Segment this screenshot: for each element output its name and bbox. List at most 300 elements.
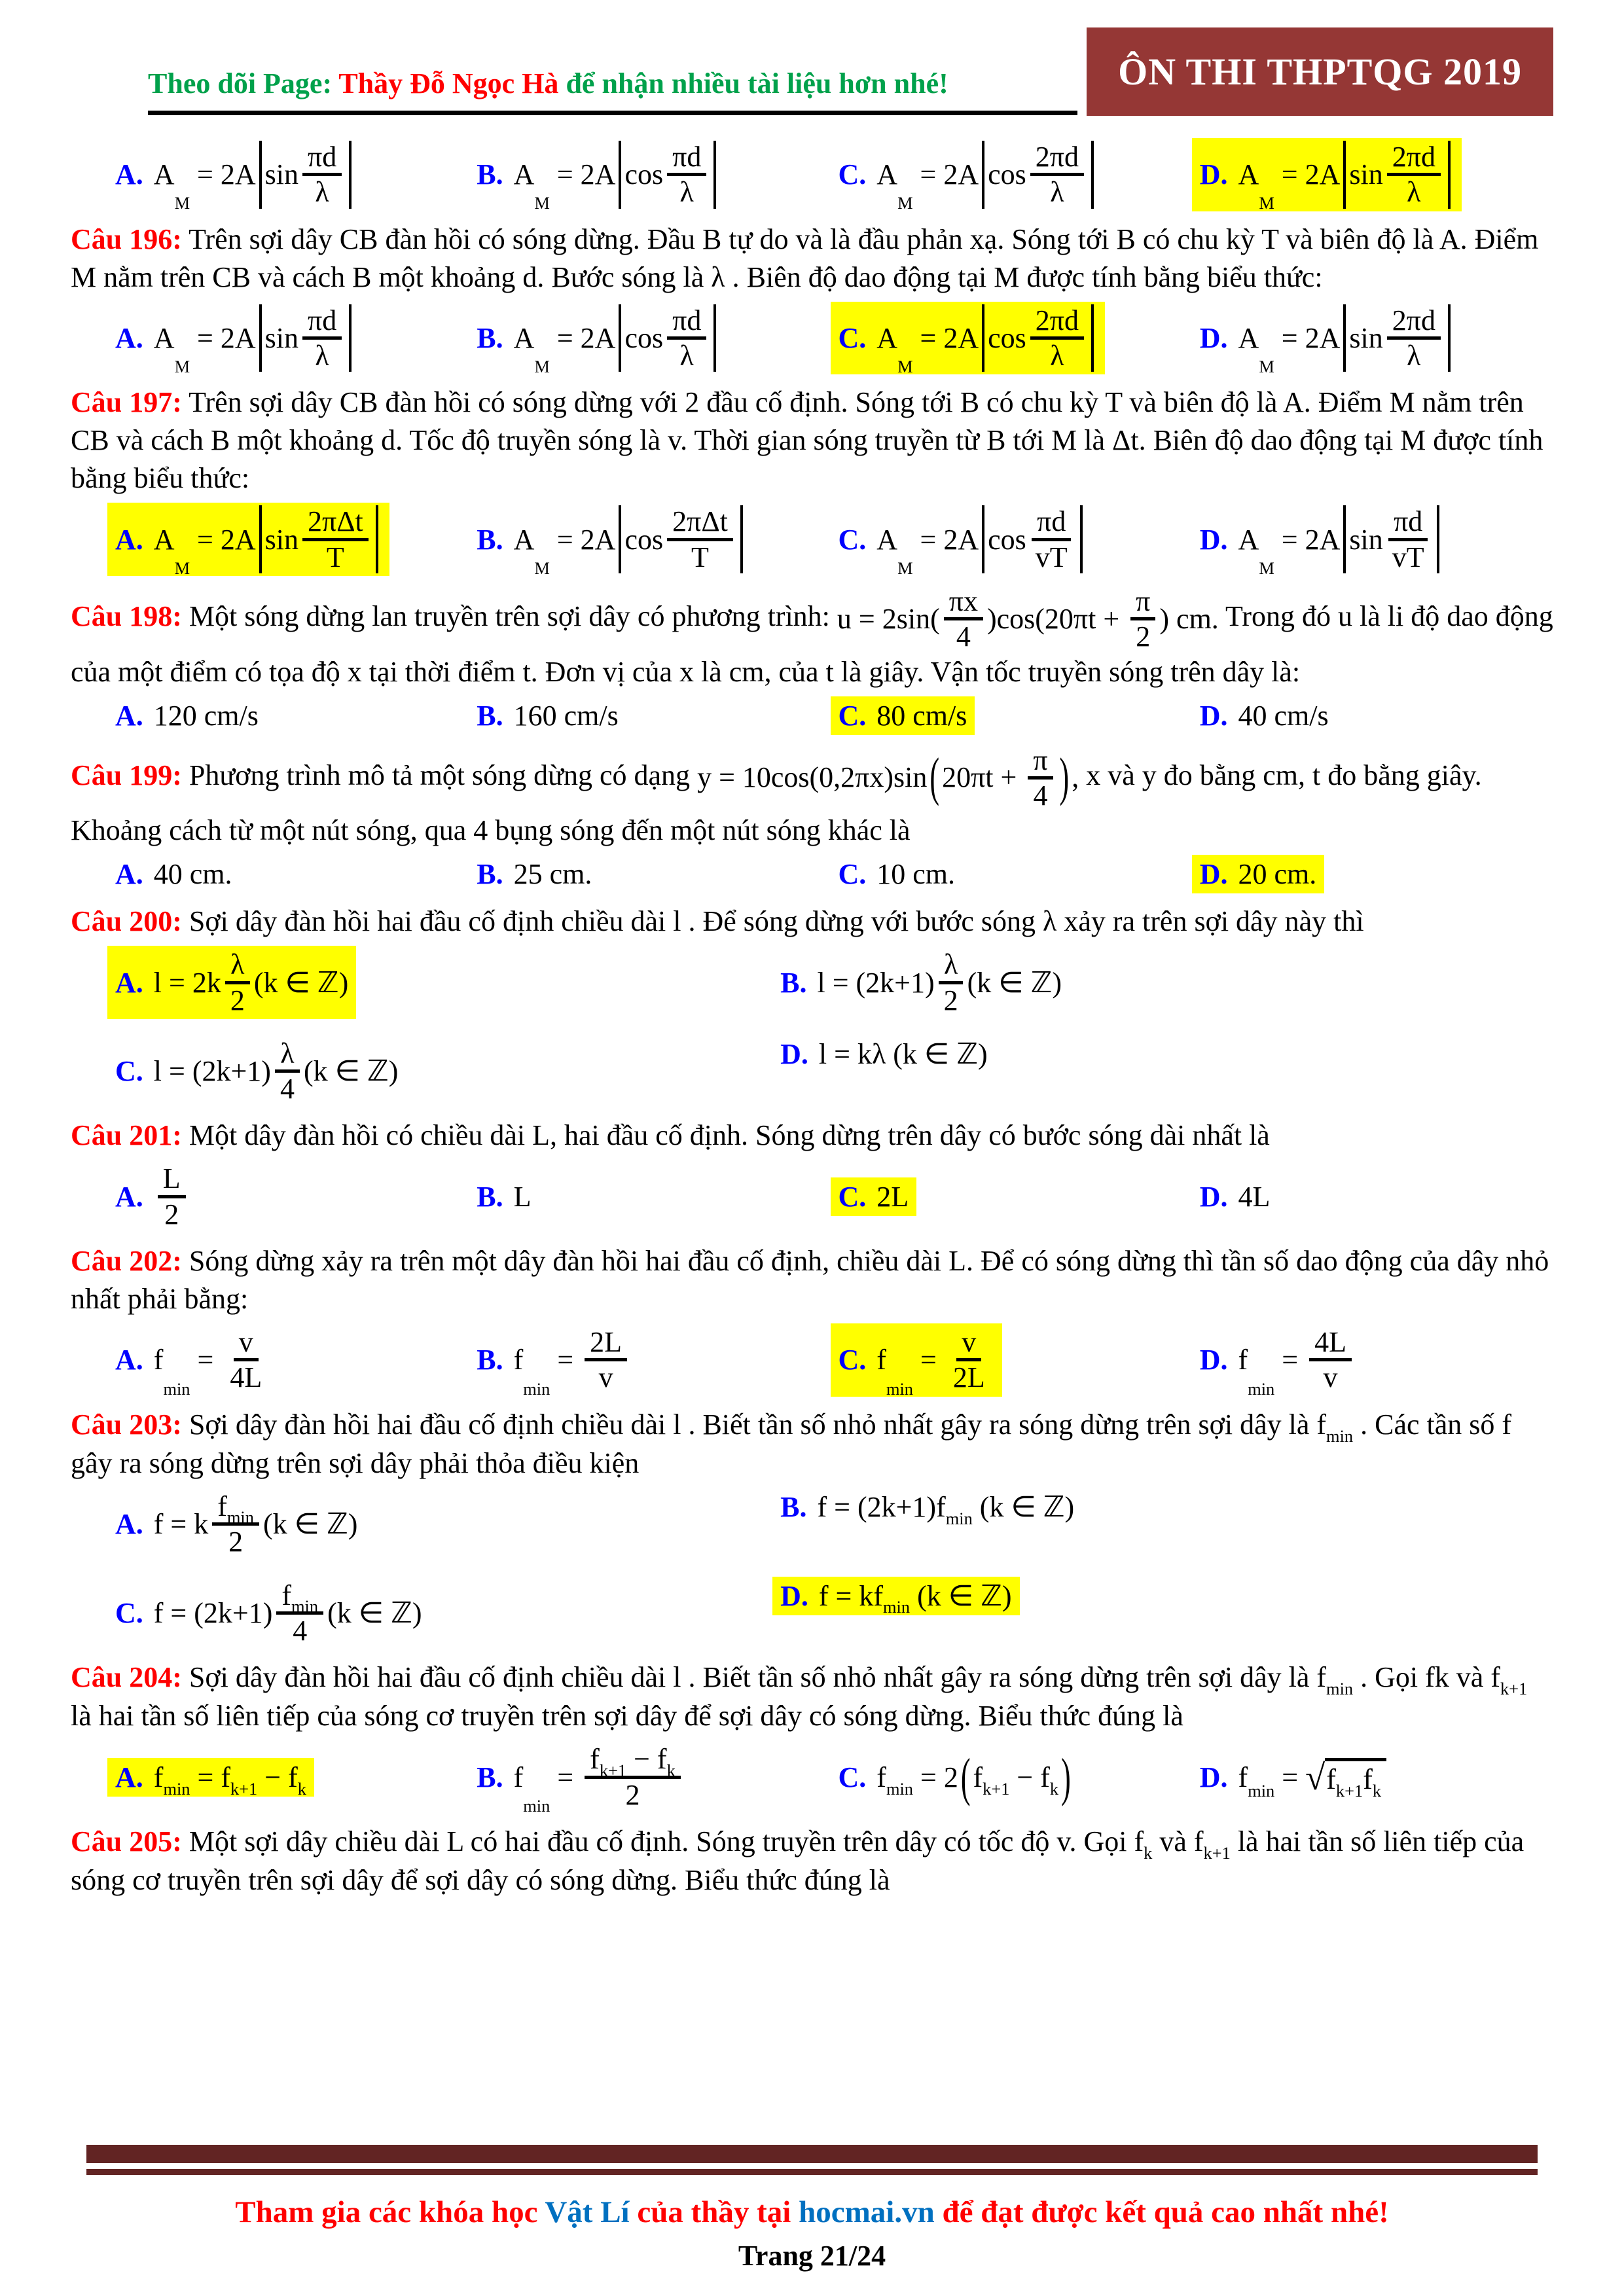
options-197 (71, 503, 1553, 576)
highlighted-answer (831, 302, 1106, 375)
option-letter: B. (780, 1491, 807, 1523)
option-letter: C. (838, 1344, 867, 1376)
option-letter: A. (115, 1344, 143, 1376)
abs-bar (1091, 304, 1094, 372)
math-text: = 2A (912, 158, 979, 191)
option-203-A (107, 1488, 772, 1561)
fraction-denominator: 2 (164, 1198, 179, 1230)
answer-option (831, 1747, 1081, 1807)
fraction (225, 948, 250, 1016)
math-text: l = (2k+1) (153, 1055, 271, 1088)
subscript: M (897, 558, 913, 578)
abs-bar (259, 141, 262, 209)
math-text: f (513, 1344, 524, 1376)
math-text: f (876, 1344, 886, 1376)
abs-bar (982, 505, 984, 573)
math-text: − f (626, 1743, 667, 1776)
option-formula (513, 505, 746, 578)
question-201 (71, 1117, 1553, 1233)
math-text: y = 10cos(0,2πx)sin (697, 761, 928, 794)
option-195-options-A (107, 138, 469, 211)
fraction (275, 1037, 300, 1105)
answer-option (1192, 503, 1451, 576)
options-200 (71, 946, 1553, 1107)
math-text: 120 cm/s (153, 699, 259, 732)
math-text: = 2A (1274, 523, 1341, 556)
question-label: Câu 200: (71, 905, 182, 938)
abs-bar (713, 304, 716, 372)
fraction-numerator (585, 1743, 681, 1778)
answer-option (469, 1177, 539, 1216)
option-formula (1238, 699, 1329, 732)
option-199-C (831, 855, 1192, 893)
option-letter: B. (477, 158, 503, 191)
option-formula (513, 304, 720, 377)
fraction (1030, 505, 1073, 573)
footer-bar-thick (86, 2145, 1538, 2163)
subscript: min (1248, 1378, 1275, 1399)
question-196 (71, 221, 1553, 375)
math-text: sin (264, 158, 298, 191)
follow-page-line (148, 27, 1077, 115)
question-label: Câu 197: (71, 386, 182, 419)
option-letter: D. (1199, 1344, 1228, 1376)
subscript: M (174, 357, 190, 377)
radical-sign: √ (1305, 1757, 1326, 1797)
footer-text-1: Tham gia các khóa học (235, 2195, 545, 2229)
option-formula (876, 304, 1097, 377)
math-text: cos (624, 321, 664, 354)
question-label: Câu 205: (71, 1825, 182, 1857)
option-202-A (107, 1323, 469, 1397)
option-201-A (107, 1160, 469, 1233)
subscript: M (1259, 357, 1274, 377)
fraction-denominator: v (1323, 1361, 1338, 1394)
option-195-options-C (831, 138, 1192, 211)
fraction-numerator: v (956, 1326, 981, 1361)
math-text: (k ∈ ℤ) (253, 966, 349, 999)
fraction (1309, 1326, 1352, 1394)
fraction-numerator: λ (225, 948, 249, 984)
abs-bar (259, 505, 262, 573)
math-text: 20πt + (942, 761, 1024, 794)
option-letter: A. (115, 321, 143, 354)
big-paren: ) (1061, 1747, 1071, 1807)
fraction (1030, 141, 1084, 209)
answer-option (107, 1160, 198, 1233)
math-text: A (876, 321, 898, 354)
subscript: k (297, 1778, 306, 1799)
option-letter: C. (838, 523, 867, 556)
option-203-B (772, 1488, 1553, 1561)
option-200-A (107, 946, 772, 1019)
option-formula (1238, 141, 1454, 213)
question-label: Câu 199: (71, 759, 182, 791)
option-letter: A. (115, 158, 143, 191)
option-formula (153, 505, 382, 578)
option-formula (513, 141, 720, 213)
teacher-name: Thầy Đỗ Ngọc Hà (338, 67, 566, 99)
option-formula (1238, 857, 1317, 891)
answer-option (469, 1740, 693, 1814)
fraction (1387, 141, 1441, 209)
math-text: = (550, 1344, 581, 1376)
subscript: k+1 (1500, 1678, 1528, 1698)
fraction (667, 304, 706, 372)
option-199-B (469, 855, 830, 893)
math-text: cos (624, 523, 664, 556)
fraction-numerator: λ (939, 948, 963, 984)
subscript: M (174, 193, 190, 213)
subscript: M (1259, 558, 1274, 578)
follow-prefix: Theo dõi Page: (148, 67, 339, 99)
fraction-numerator: L (158, 1162, 186, 1198)
question-203 (71, 1406, 1553, 1649)
math-text: = f (190, 1761, 230, 1793)
subscript: min (886, 1378, 913, 1399)
abs-bar (982, 141, 984, 209)
fraction-numerator: 2πΔt (667, 505, 733, 541)
math-text: (k ∈ ℤ) (972, 1491, 1075, 1523)
option-200-C (107, 1035, 772, 1108)
fraction-denominator: λ (1050, 339, 1064, 372)
subscript: M (897, 357, 913, 377)
math-text: f (590, 1743, 600, 1776)
options-201 (71, 1160, 1553, 1233)
subscript: min (945, 1508, 973, 1528)
option-letter: A. (115, 1508, 143, 1541)
fraction-numerator: πd (302, 141, 342, 176)
fraction-denominator: λ (679, 176, 694, 209)
answer-option (107, 302, 363, 375)
math-text: = 2A (912, 523, 979, 556)
option-letter: C. (838, 1180, 867, 1213)
abs-bar (1343, 141, 1346, 209)
option-letter: D. (780, 1037, 808, 1070)
question-199 (71, 744, 1553, 894)
subscript: k+1 (1203, 1842, 1231, 1863)
option-200-B (772, 946, 1553, 1019)
option-formula (153, 141, 355, 213)
option-letter: B. (477, 1761, 503, 1793)
option-formula (1238, 505, 1443, 578)
answer-option (831, 138, 1106, 211)
math-text: f (876, 1761, 886, 1793)
abs-bar (1091, 141, 1094, 209)
math-text: L (513, 1180, 532, 1213)
option-letter: C. (115, 1596, 143, 1629)
answer-option (469, 1323, 639, 1397)
fraction-numerator: 2πd (1030, 304, 1084, 340)
option-formula (876, 1747, 1073, 1807)
option-204-A (107, 1758, 469, 1797)
footer-bar-thin (86, 2169, 1538, 2175)
answer-option (107, 1323, 279, 1397)
option-letter: D. (1199, 1761, 1228, 1793)
big-paren: ( (960, 1747, 971, 1807)
math-text: = 2A (549, 158, 616, 191)
math-text: l = 2k (153, 966, 221, 999)
answer-option (772, 1035, 996, 1073)
option-formula (154, 1490, 358, 1558)
fraction-denominator: 4 (280, 1073, 295, 1105)
math-text: 2L (876, 1180, 909, 1213)
fraction-numerator (276, 1579, 323, 1615)
option-199-A (107, 855, 469, 893)
math-text: = 2 (913, 1761, 958, 1793)
fraction-denominator: 2 (943, 984, 958, 1016)
math-text: − f (257, 1761, 298, 1793)
math-text: A (1238, 523, 1259, 556)
footer-text-3: để đạt được kết quả cao nhất nhé! (934, 2195, 1389, 2229)
option-formula (513, 1743, 685, 1816)
option-195-options-D (1192, 138, 1553, 211)
question-text: Câu 202: Sóng dừng xảy ra trên một dây đàn hồi hai đầu cố định, chiều dài L. Để có sóng dừng thì tần số dao động của dây nhỏ nhất phải bằng: (71, 1244, 1549, 1316)
fraction-denominator: λ (1407, 339, 1421, 372)
abs-bar (259, 304, 262, 372)
option-letter: A. (115, 523, 143, 556)
option-letter: D. (1199, 321, 1228, 354)
option-letter: C. (838, 158, 867, 191)
option-197-B (469, 503, 830, 576)
question-text: Câu 196: Trên sợi dây CB đàn hồi có sóng dừng. Đầu B tự do và là đầu phản xạ. Sóng tới B có chu kỳ T và biên độ là A. Điểm M nằm trên CB và cách B một khoảng d. Bước sóng là λ . Biên độ dao động tại M được tính bằng biểu thức: (71, 223, 1539, 293)
fraction-numerator: πd (1388, 505, 1428, 541)
fraction-numerator: πd (302, 304, 342, 340)
option-letter: B. (477, 1344, 503, 1376)
option-letter: A. (115, 699, 143, 732)
fraction (585, 1743, 681, 1811)
page-number: Trang 21/24 (738, 2240, 886, 2272)
fraction-denominator: 4L (230, 1361, 262, 1394)
math-text: A (1238, 321, 1259, 354)
math-text: cos (988, 321, 1026, 354)
option-formula (514, 1180, 532, 1213)
math-text: f (1363, 1763, 1373, 1796)
math-text: A (513, 321, 535, 354)
option-letter: B. (477, 1180, 503, 1213)
math-text: f (513, 1761, 524, 1793)
math-text: f (1238, 1761, 1248, 1793)
answer-option (469, 503, 754, 576)
highlighted-answer (107, 946, 356, 1019)
subscript: M (534, 558, 550, 578)
fraction-numerator: 2πΔt (302, 505, 369, 541)
option-formula (153, 1761, 306, 1799)
option-formula (819, 1037, 988, 1071)
math-text: l = (2k+1) (817, 966, 935, 999)
math-text: = (1274, 1761, 1306, 1793)
abs-bar (1343, 505, 1346, 573)
math-text: = 2A (1274, 158, 1341, 191)
fraction-denominator: 2L (952, 1361, 985, 1394)
option-formula (876, 505, 1085, 578)
options-198 (71, 696, 1553, 735)
highlighted-answer (107, 1758, 314, 1797)
option-formula (1238, 304, 1454, 377)
answer-option (469, 302, 727, 375)
option-letter: C. (838, 699, 867, 732)
highlighted-answer (831, 696, 975, 735)
option-203-D (772, 1577, 1553, 1650)
math-text: f = (2k+1) (153, 1596, 273, 1629)
fraction (225, 1326, 267, 1394)
fraction-denominator: λ (679, 339, 694, 372)
fraction-numerator: π (1028, 744, 1053, 780)
fraction-denominator: 2 (230, 984, 245, 1016)
fraction (302, 304, 342, 372)
page-footer (71, 2145, 1553, 2272)
answer-option (469, 855, 600, 893)
math-text: = (550, 1761, 581, 1793)
option-formula (818, 1579, 1012, 1617)
question-text: Câu 203: Sợi dây đàn hồi hai đầu cố định chiều dài l . Biết tần số nhỏ nhất gây ra sóng dừng trên sợi dây là $f_{min}$ . Các tần số f gây ra sóng dừng trên sợi dây phải thỏa điều kiện (71, 1408, 1512, 1479)
fraction-numerator: 2L (585, 1326, 627, 1361)
option-formula (514, 699, 619, 732)
subscript: min (163, 1778, 190, 1799)
answer-option (469, 138, 727, 211)
math-text: = (190, 1344, 221, 1376)
fraction (585, 1326, 627, 1394)
answer-option (469, 696, 626, 735)
answer-option (107, 855, 240, 893)
answer-option (1192, 696, 1337, 735)
math-text: f (1326, 1763, 1336, 1796)
option-199-D (1192, 855, 1553, 893)
question-text: Câu 201: Một dây đàn hồi có chiều dài L, hai đầu cố định. Sóng dừng trên dây có bước sóng dài nhất là (71, 1119, 1270, 1152)
fraction (667, 141, 706, 209)
square-root (1305, 1757, 1386, 1801)
option-letter: A. (115, 1761, 143, 1793)
answer-option (1192, 302, 1462, 375)
subscript: M (174, 558, 190, 578)
subscript: k+1 (599, 1760, 627, 1780)
answer-option (772, 1488, 1082, 1526)
answer-option (1192, 1177, 1278, 1216)
option-letter: D. (1199, 858, 1228, 891)
option-195-options-B (469, 138, 830, 211)
abs-bar (376, 505, 378, 573)
option-letter: A. (115, 1180, 143, 1213)
fraction-numerator (212, 1490, 259, 1526)
answer-option (1192, 1755, 1394, 1799)
math-text: cos (988, 523, 1026, 556)
option-formula (154, 948, 348, 1016)
option-formula (1238, 1757, 1387, 1801)
option-letter: B. (477, 699, 503, 732)
math-text: 10 cm. (876, 858, 956, 891)
option-letter: D. (1199, 699, 1228, 732)
question-label: Câu 198: (71, 600, 182, 632)
option-198-C (831, 696, 1192, 735)
option-letter: D. (780, 1579, 808, 1612)
fraction (302, 141, 342, 209)
footer-site-link: hocmai.vn (799, 2195, 935, 2229)
footer-subject: Vật Lí (545, 2195, 630, 2229)
fraction (667, 505, 733, 573)
option-letter: B. (477, 858, 503, 891)
option-198-D (1192, 696, 1553, 735)
radicand (1325, 1758, 1386, 1801)
math-text: l = kλ (k ∈ ℤ) (818, 1037, 988, 1070)
abs-bar (1448, 304, 1451, 372)
subscript: min (1326, 1426, 1354, 1446)
fraction-denominator: λ (315, 339, 329, 372)
option-formula (154, 1162, 190, 1230)
fraction-denominator: vT (1035, 541, 1068, 573)
abs-bar (982, 304, 984, 372)
fraction (948, 1326, 990, 1394)
abs-bar (1343, 304, 1346, 372)
fraction-denominator: λ (1050, 176, 1064, 209)
math-text: 160 cm/s (513, 699, 619, 732)
subscript: min (523, 1795, 550, 1816)
math-text: = 2A (549, 321, 616, 354)
abs-bar (349, 304, 352, 372)
fraction-denominator: 4 (293, 1614, 308, 1647)
question-198 (71, 585, 1553, 735)
option-197-D (1192, 503, 1553, 576)
highlighted-answer (831, 1323, 1002, 1397)
math-text: A (513, 158, 535, 191)
math-text: A (876, 158, 898, 191)
subscript: k (1144, 1842, 1153, 1863)
math-text: cos (988, 158, 1026, 191)
option-letter: D. (1199, 1180, 1228, 1213)
math-text: (k ∈ ℤ) (303, 1055, 399, 1088)
subscript: k (1049, 1778, 1059, 1799)
subscript: M (534, 357, 550, 377)
math-text: = 2A (190, 321, 256, 354)
math-text: A (153, 321, 175, 354)
fraction-denominator: v (598, 1361, 613, 1394)
answer-option (107, 1577, 430, 1650)
math-text: = 2A (912, 321, 979, 354)
option-letter: B. (477, 523, 503, 556)
question-text: Câu 200: Sợi dây đàn hồi hai đầu cố định chiều dài l . Để sóng dừng với bước sóng λ xảy ra trên sợi dây này thì (71, 905, 1364, 938)
subscript: k (666, 1760, 676, 1780)
math-text: 80 cm/s (876, 699, 967, 732)
fraction-numerator: π (1130, 585, 1155, 620)
subscript: M (534, 193, 550, 213)
option-letter: B. (780, 966, 807, 999)
option-letter: C. (838, 321, 867, 354)
math-text: sin (1349, 158, 1383, 191)
math-text: 40 cm. (153, 858, 232, 891)
option-formula (154, 1579, 422, 1647)
option-202-D (1192, 1323, 1553, 1397)
abs-bar (740, 505, 743, 573)
question-195-options (71, 138, 1553, 211)
option-formula (876, 699, 967, 732)
option-201-B (469, 1177, 830, 1216)
highlighted-answer (107, 503, 389, 576)
question-204 (71, 1659, 1553, 1814)
option-formula (876, 1180, 909, 1213)
question-202 (71, 1242, 1553, 1397)
option-formula (154, 857, 232, 891)
math-text: f (1238, 1344, 1248, 1376)
highlighted-answer (1192, 855, 1325, 893)
answer-option (1192, 1323, 1363, 1397)
option-letter: D. (1199, 523, 1228, 556)
question-200 (71, 903, 1553, 1107)
subscript: k+1 (983, 1778, 1010, 1799)
option-204-D (1192, 1755, 1553, 1799)
math-text: f (281, 1579, 292, 1611)
options-195-options (71, 138, 1553, 211)
abs-bar (619, 141, 621, 209)
fraction-denominator: 2 (1136, 620, 1151, 653)
